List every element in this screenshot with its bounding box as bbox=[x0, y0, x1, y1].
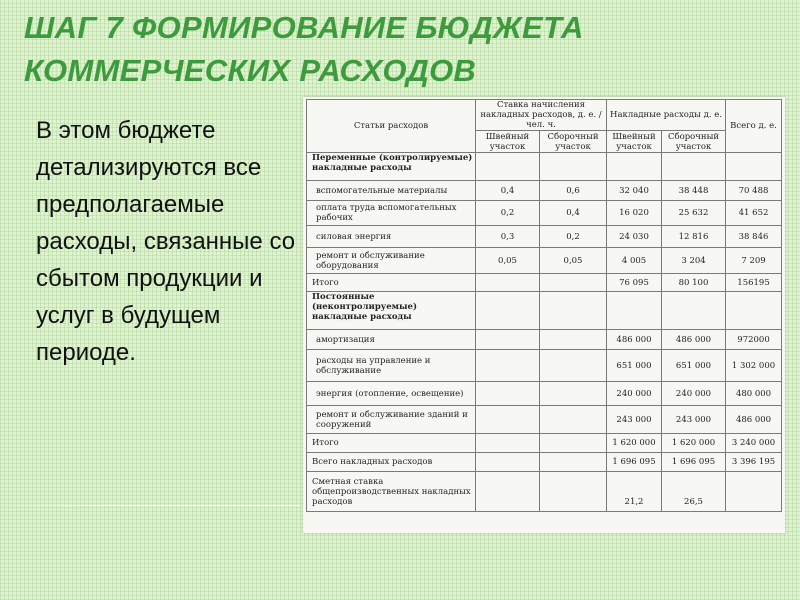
cell-overhead-sewing: 243 000 bbox=[607, 406, 662, 434]
cell-total: 70 488 bbox=[726, 181, 782, 201]
cell-rate-sewing bbox=[476, 406, 540, 434]
cell-overhead-sewing bbox=[607, 153, 662, 181]
cell-rate-sewing bbox=[476, 453, 540, 472]
cell-overhead-sewing: 1 620 000 bbox=[607, 434, 662, 453]
cell-total: 972000 bbox=[726, 330, 782, 350]
header-overhead-sewing: Швейный участок bbox=[607, 131, 662, 153]
cell-overhead-assembly: 3 204 bbox=[662, 248, 726, 274]
cell-rate-assembly bbox=[540, 406, 607, 434]
title-line-2: КОММЕРЧЕСКИХ РАСХОДОВ bbox=[24, 53, 477, 88]
row-label: энергия (отопление, освещение) bbox=[307, 382, 476, 406]
cell-rate-assembly bbox=[540, 453, 607, 472]
cell-total: 7 209 bbox=[726, 248, 782, 274]
header-rate-assembly: Сборочный участок bbox=[540, 131, 607, 153]
table-row bbox=[307, 382, 782, 406]
header-total: Всего д. е. bbox=[726, 100, 782, 153]
cell-total: 156195 bbox=[726, 274, 782, 292]
cell-overhead-assembly: 243 000 bbox=[662, 406, 726, 434]
cell-overhead-sewing: 24 030 bbox=[607, 226, 662, 248]
header-rate-sewing: Швейный участок bbox=[476, 131, 540, 153]
cell-overhead-sewing: 21,2 bbox=[607, 472, 662, 512]
table-row bbox=[307, 350, 782, 382]
slide-title bbox=[24, 6, 784, 92]
cell-rate-assembly bbox=[540, 350, 607, 382]
cell-rate-sewing bbox=[476, 350, 540, 382]
cell-overhead-assembly: 486 000 bbox=[662, 330, 726, 350]
table-row bbox=[307, 181, 782, 201]
budget-table bbox=[306, 99, 782, 512]
cell-overhead-assembly bbox=[662, 153, 726, 181]
cell-rate-assembly: 0,05 bbox=[540, 248, 607, 274]
cell-rate-assembly bbox=[540, 292, 607, 330]
cell-rate-sewing bbox=[476, 330, 540, 350]
cell-rate-sewing bbox=[476, 472, 540, 512]
row-label: Итого bbox=[307, 274, 476, 292]
cell-overhead-assembly: 1 620 000 bbox=[662, 434, 726, 453]
cell-rate-sewing: 0,2 bbox=[476, 201, 540, 226]
cell-rate-sewing bbox=[476, 274, 540, 292]
cell-total: 3 396 195 bbox=[726, 453, 782, 472]
table-row bbox=[307, 292, 782, 330]
budget-table-image bbox=[303, 97, 785, 533]
cell-rate-assembly bbox=[540, 274, 607, 292]
cell-overhead-sewing: 240 000 bbox=[607, 382, 662, 406]
cell-total: 41 652 bbox=[726, 201, 782, 226]
cell-rate-assembly bbox=[540, 472, 607, 512]
cell-rate-assembly bbox=[540, 434, 607, 453]
table-row bbox=[307, 226, 782, 248]
row-label: Всего накладных расходов bbox=[307, 453, 476, 472]
row-label: расходы на управление и обслуживание bbox=[307, 350, 476, 382]
table-row bbox=[307, 201, 782, 226]
cell-overhead-assembly: 25 632 bbox=[662, 201, 726, 226]
table-row bbox=[307, 330, 782, 350]
cell-total bbox=[726, 292, 782, 330]
table-row bbox=[307, 434, 782, 453]
table-row bbox=[307, 274, 782, 292]
cell-overhead-assembly: 38 448 bbox=[662, 181, 726, 201]
cell-rate-assembly: 0,2 bbox=[540, 226, 607, 248]
cell-overhead-assembly: 1 696 095 bbox=[662, 453, 726, 472]
cell-overhead-assembly: 12 816 bbox=[662, 226, 726, 248]
cell-rate-sewing bbox=[476, 153, 540, 181]
cell-total: 480 000 bbox=[726, 382, 782, 406]
table-body bbox=[307, 153, 782, 512]
row-label: силовая энергия bbox=[307, 226, 476, 248]
cell-total: 486 000 bbox=[726, 406, 782, 434]
table-row bbox=[307, 406, 782, 434]
cell-rate-sewing bbox=[476, 292, 540, 330]
row-label: амортизация bbox=[307, 330, 476, 350]
cell-overhead-assembly: 26,5 bbox=[662, 472, 726, 512]
cell-rate-assembly bbox=[540, 330, 607, 350]
cell-rate-assembly bbox=[540, 382, 607, 406]
cell-total: 1 302 000 bbox=[726, 350, 782, 382]
cell-rate-sewing: 0,3 bbox=[476, 226, 540, 248]
cell-rate-assembly: 0,4 bbox=[540, 201, 607, 226]
cell-rate-sewing: 0,05 bbox=[476, 248, 540, 274]
table-row bbox=[307, 153, 782, 181]
cell-overhead-assembly: 240 000 bbox=[662, 382, 726, 406]
header-rate-group: Ставка начисления накладных расходов, д. е. / чел. ч. bbox=[476, 100, 607, 131]
cell-rate-assembly: 0,6 bbox=[540, 181, 607, 201]
cell-rate-sewing bbox=[476, 434, 540, 453]
header-overhead-group: Накладные расходы д. е. bbox=[607, 100, 726, 131]
cell-rate-sewing: 0,4 bbox=[476, 181, 540, 201]
cell-overhead-assembly bbox=[662, 292, 726, 330]
cell-total bbox=[726, 472, 782, 512]
cell-total: 38 846 bbox=[726, 226, 782, 248]
table-row bbox=[307, 453, 782, 472]
cell-overhead-sewing: 4 005 bbox=[607, 248, 662, 274]
cell-overhead-assembly: 651 000 bbox=[662, 350, 726, 382]
cell-overhead-sewing: 651 000 bbox=[607, 350, 662, 382]
cell-rate-sewing bbox=[476, 382, 540, 406]
cell-overhead-sewing: 486 000 bbox=[607, 330, 662, 350]
row-label: Сметная ставка общепроизводственных накладных расходов bbox=[307, 472, 476, 512]
header-items: Статьи расходов bbox=[307, 100, 476, 153]
row-label: Переменные (контролируемые) накладные расходы bbox=[307, 153, 476, 181]
divider-line bbox=[0, 505, 300, 506]
row-label: оплата труда вспомогательных рабочих bbox=[307, 201, 476, 226]
row-label: вспомогательные материалы bbox=[307, 181, 476, 201]
cell-total: 3 240 000 bbox=[726, 434, 782, 453]
cell-overhead-sewing: 76 095 bbox=[607, 274, 662, 292]
cell-overhead-sewing: 16 020 bbox=[607, 201, 662, 226]
header-overhead-assembly: Сборочный участок bbox=[662, 131, 726, 153]
table-row bbox=[307, 472, 782, 512]
row-label: Постоянные (неконтролируемые) накладные расходы bbox=[307, 292, 476, 330]
table-row bbox=[307, 248, 782, 274]
body-paragraph: В этом бюджете детализируются все предполагаемые расходы, связанные со сбытом продукции и услуг в будущем периоде. bbox=[36, 117, 296, 366]
title-line-1: ШАГ 7 ФОРМИРОВАНИЕ БЮДЖЕТА bbox=[24, 10, 584, 45]
cell-total bbox=[726, 153, 782, 181]
cell-rate-assembly bbox=[540, 153, 607, 181]
cell-overhead-sewing: 1 696 095 bbox=[607, 453, 662, 472]
row-label: ремонт и обслуживание зданий и сооружений bbox=[307, 406, 476, 434]
cell-overhead-sewing: 32 040 bbox=[607, 181, 662, 201]
row-label: Итого bbox=[307, 434, 476, 453]
row-label: ремонт и обслуживание оборудования bbox=[307, 248, 476, 274]
cell-overhead-sewing bbox=[607, 292, 662, 330]
cell-overhead-assembly: 80 100 bbox=[662, 274, 726, 292]
